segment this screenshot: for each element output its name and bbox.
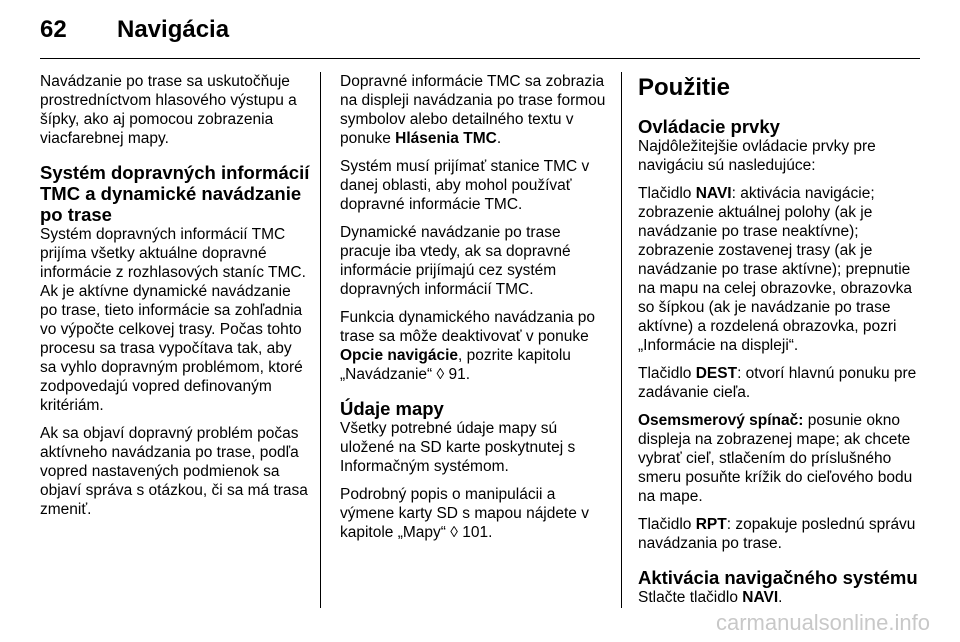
section-heading-activation: Aktivácia navigačného systému — [638, 567, 918, 588]
text-run: Tlačidlo — [638, 516, 696, 533]
dest-button-description — [638, 364, 920, 402]
text-run: : otvorí hlavnú ponuku pre zadávanie cieľa. — [638, 365, 917, 401]
eight-way-switch-description — [638, 411, 920, 506]
text-run: : aktivácia navigácie; zobrazenie aktuálnej polohy (ak je navádzanie po trase neaktívne); zobrazenie zostavenej trasy (ak je navádzanie po trase aktívne); prepnutie na mapu na celej obrazovke, obrazovka so šípkou (ak je navádzanie po trase aktívne) a rozdelená obrazovka, pozri „Informácie na displeji“. — [638, 185, 912, 354]
page-number: 62 — [40, 16, 67, 43]
column-right — [638, 72, 920, 616]
key-name-eight-way-switch: Osemsmerový spínač: — [638, 412, 804, 429]
text-run: . — [496, 130, 502, 147]
navi-button-description — [638, 184, 920, 355]
rpt-button-description — [638, 515, 920, 553]
intro-paragraph: Navádzanie po trase sa uskutočňuje prostredníctvom hlasového výstupu a šípky, ako aj pomocou zobrazenia viacfarebnej mapy. — [40, 73, 297, 147]
map-data-paragraph: Všetky potrebné údaje mapy sú uložené na SD karte poskytnutej s Informačným systémom. — [340, 420, 576, 475]
text-run: Dopravné informácie TMC sa zobrazia na displeji navádzania po trase formou symbolov alebo detailného textu v ponuke — [340, 73, 606, 147]
key-name-rpt: RPT — [695, 516, 727, 533]
text-run: : zopakuje poslednú správu navádzania po trase. — [638, 516, 916, 552]
key-name-navi: NAVI — [742, 589, 779, 606]
column-middle — [340, 72, 606, 551]
section-heading-tmc: Systém dopravných informácií TMC a dynamické navádzanie po trase — [40, 162, 310, 225]
column-divider-2 — [621, 72, 622, 608]
watermark: carmanualsonline.info — [715, 610, 930, 635]
column-left — [40, 72, 310, 528]
tmc-display-paragraph — [340, 72, 606, 148]
key-name-navi: NAVI — [695, 185, 732, 202]
text-run: . — [778, 589, 783, 606]
page-title: Navigácia — [117, 16, 230, 43]
section-heading-controls: Ovládacie prvky — [638, 116, 780, 137]
header-divider — [40, 58, 920, 59]
key-name-dest: DEST — [695, 365, 738, 382]
tmc-paragraph: Systém dopravných informácií TMC prijíma všetky aktuálne dopravné informácie z rozhlasových staníc TMC. Ak je aktívne dynamické navádzanie po trase, tieto informácie sa zohľadnia vo výpočte celkovej trasy. Počas tohto procesu sa trasa vypočítava tak, aby sa vyhlo dopravným problémom, ktoré zodpovedajú vopred definovaným kritériám. — [40, 226, 306, 414]
text-run: Tlačidlo — [638, 365, 696, 382]
tmc-reception-paragraph: Systém musí prijímať stanice TMC v danej oblasti, aby mohol používať dopravné informácie TMC. — [340, 158, 590, 213]
text-run: Funkcia dynamického navádzania po trase sa môže deaktivovať v ponuke — [340, 309, 596, 345]
menu-name-hlasenia-tmc: Hlásenia TMC — [395, 130, 497, 147]
controls-intro: Najdôležitejšie ovládacie prvky pre navigáciu sú nasledujúce: — [638, 138, 876, 174]
text-run: Stlačte tlačidlo — [638, 589, 743, 606]
column-divider-1 — [320, 72, 321, 608]
chapter-title: Použitie — [638, 74, 731, 101]
text-run: posunie okno displeja na zobrazenej mape; ak chcete vybrať cieľ, stlačením do príslušného smeru posuňte krížik do cieľového bodu na mape. — [638, 412, 913, 505]
tmc-problem-paragraph: Ak sa objaví dopravný problém počas aktívneho navádzania po trase, podľa vopred nastavených podmienok sa objaví správa s otázkou, či sa má trasa zmeniť. — [40, 425, 308, 518]
activation-paragraph — [638, 588, 920, 607]
deactivation-paragraph — [340, 308, 606, 384]
dynamic-guidance-paragraph: Dynamické navádzanie po trase pracuje iba vtedy, ak sa dopravné informácie prijímajú cez systém dopravných informácií TMC. — [340, 224, 571, 298]
sd-card-paragraph: Podrobný popis o manipulácii a výmene karty SD s mapou nájdete v kapitole „Mapy“ ◊ 101. — [340, 486, 589, 541]
section-heading-map-data: Údaje mapy — [340, 398, 444, 419]
text-run: Tlačidlo — [638, 185, 696, 202]
text-run: , pozrite kapitolu „Navádzanie“ ◊ 91. — [340, 347, 571, 383]
menu-name-opcie-navigacie: Opcie navigácie — [340, 347, 459, 364]
